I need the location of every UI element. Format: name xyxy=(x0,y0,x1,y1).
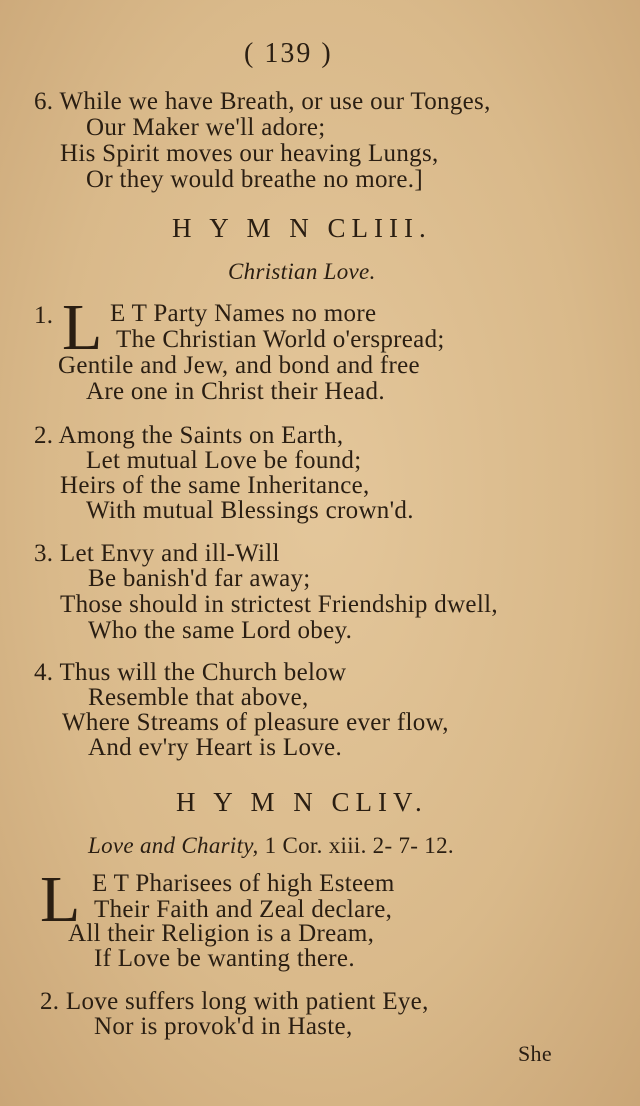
verse-line: And ev'ry Heart is Love. xyxy=(88,734,342,761)
verse-line: Who the same Lord obey. xyxy=(88,617,353,644)
verse-line: Where Streams of pleasure ever flow, xyxy=(62,709,449,736)
verse-line: Heirs of the same Inheritance, xyxy=(60,472,370,499)
hymn-subtitle-italic: Love and Charity, xyxy=(88,833,259,858)
verse-line: 2. Love suffers long with patient Eye, xyxy=(40,988,429,1015)
verse-line: Those should in strictest Friendship dwell, xyxy=(60,591,498,618)
verse-line: Let mutual Love be found; xyxy=(86,447,362,474)
verse-line: Our Maker we'll adore; xyxy=(86,114,326,141)
drop-cap-letter: L xyxy=(40,863,81,936)
verse-line: The Christian World o'erspread; xyxy=(116,326,445,353)
verse-line: E T Party Names no more xyxy=(110,300,377,327)
verse-line: Or they would breathe no more.] xyxy=(86,166,423,193)
verse-line: All their Religion is a Dream, xyxy=(68,920,375,947)
page-number: ( 139 ) xyxy=(244,38,333,69)
verse-line: If Love be wanting there. xyxy=(94,945,355,972)
verse-line: Resemble that above, xyxy=(88,684,309,711)
stanza-number: 1. xyxy=(34,302,54,329)
hymn-heading: H Y M N CLIV. xyxy=(176,787,428,817)
drop-cap-letter: L xyxy=(62,291,103,364)
verse-line: 4. Thus will the Church below xyxy=(34,659,347,686)
hymn-heading: H Y M N CLIII. xyxy=(172,213,432,243)
verse-line: Their Faith and Zeal declare, xyxy=(94,896,393,923)
verse-line: 2. Among the Saints on Earth, xyxy=(34,422,344,449)
verse-line: E T Pharisees of high Esteem xyxy=(92,870,395,897)
verse-line: 3. Let Envy and ill-Will xyxy=(34,540,280,567)
hymn-subtitle-reference: 1 Cor. xiii. 2- 7- 12. xyxy=(258,833,454,858)
verse-line: Are one in Christ their Head. xyxy=(86,378,385,405)
verse-line: Gentile and Jew, and bond and free xyxy=(58,352,420,379)
verse-line: With mutual Blessings crown'd. xyxy=(86,497,414,524)
hymn-subtitle: Christian Love. xyxy=(228,259,376,284)
verse-line: Be banish'd far away; xyxy=(88,565,311,592)
verse-line: His Spirit moves our heaving Lungs, xyxy=(60,140,439,167)
catchword: She xyxy=(518,1041,552,1066)
hymn-subtitle xyxy=(88,832,454,860)
verse-line: Nor is provok'd in Haste, xyxy=(94,1013,353,1040)
verse-line: 6. While we have Breath, or use our Tonges, xyxy=(34,88,491,115)
